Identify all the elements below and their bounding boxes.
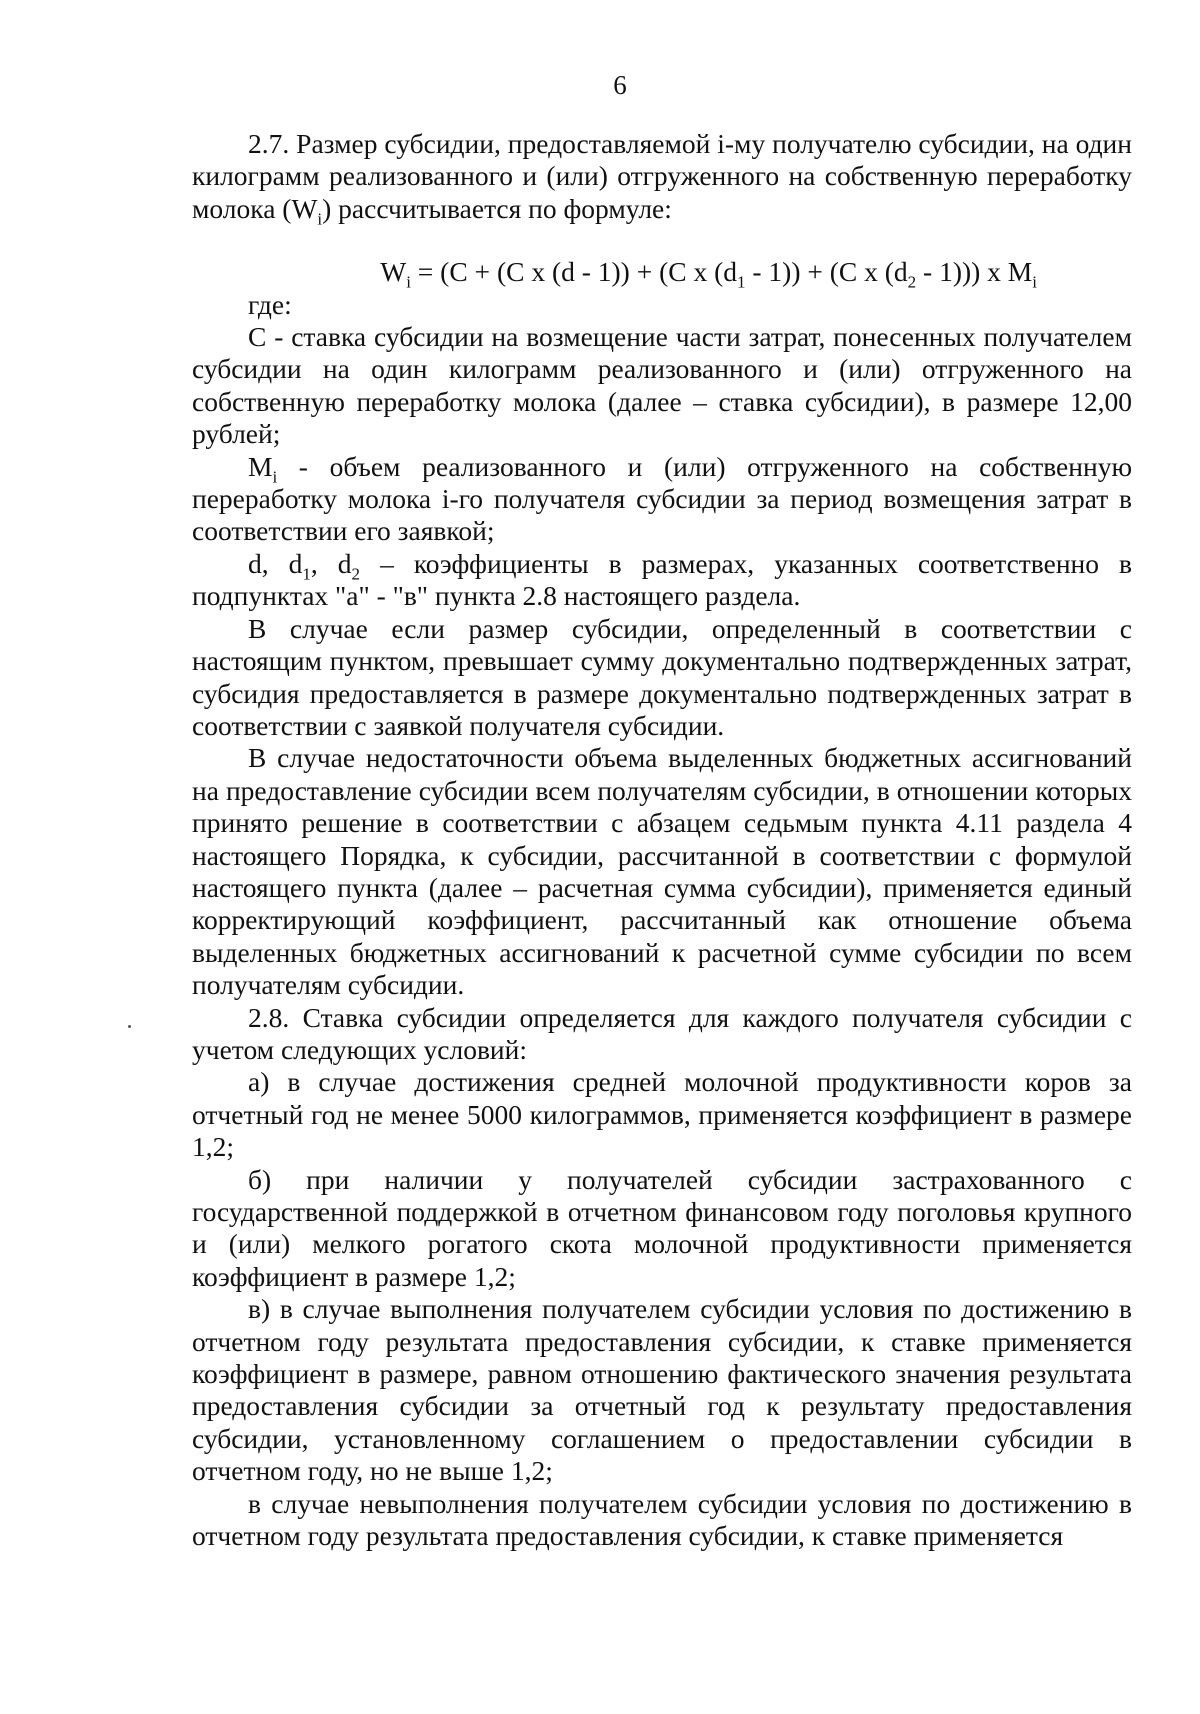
clause-2-8-item-v: в) в случае выполнения получателем субсидии условия по достижению в отчетном году результата предоставления субсидии, к ставке применяется коэффициент в размере, равном отношению фактического значения результата предоставления субсидии за отчетный год к результату предоставления субсидии, установленному соглашением о предоставлении субсидии в отчетном году, но не выше 1,2;	[192, 1293, 1132, 1487]
definition-d-text: – коэффициенты в размерах, указанных соответственно в подпунктах "а" - "в" пункта 2.8 настоящего раздела.	[192, 547, 1133, 612]
formula-subscript: i	[1032, 272, 1037, 292]
subscript: 1	[302, 564, 311, 584]
formula-subscript: 2	[907, 272, 917, 292]
subsidy-formula	[192, 256, 1132, 292]
clause-2-7-intro-text: 2.7. Размер субсидии, предоставляемой i-му получателю субсидии, на один килограмм реализованного и (или) отгруженного на собственную переработку молока (W	[192, 128, 1132, 224]
formula-part: = (C + (C x (d - 1)) + (C x (d	[410, 256, 737, 288]
formula-part: - 1))) x M	[916, 256, 1033, 288]
clause-2-8-item-b: б) при наличии у получателей субсидии застрахованного с государственной поддержкой в отчетном финансовом году поголовья крупного и (или) мелкого рогатого скота молочной продуктивности применяется коэффициент в размере 1,2;	[192, 1163, 1132, 1292]
clause-2-8-intro: 2.8. Ставка субсидии определяется для каждого получателя субсидии с учетом следующих условий:	[192, 1001, 1132, 1065]
clause-2-8-item-a: а) в случае достижения средней молочной продуктивности коров за отчетный год не менее 5000 килограммов, применяется коэффициент в размере 1,2;	[192, 1066, 1132, 1163]
scan-speck	[128, 1025, 131, 1028]
variable-d-sep: , d	[310, 547, 352, 579]
page-number: 6	[613, 70, 627, 100]
paragraph-excess-costs: В случае если размер субсидии, определенный в соответствии с настоящим пунктом, превышает сумму документально подтвержденных затрат, субсидия предоставляется в размере документально подтвержденных затрат в соответствии с заявкой получателя субсидии.	[192, 612, 1132, 741]
definition-c: С - ставка субсидии на возмещение части затрат, понесенных получателем субсидии на один килограмм реализованного и (или) отгруженного на собственную переработку молока (далее – ставка субсидии), в размере 12,00 рублей;	[192, 321, 1132, 450]
formula-subscript: i	[406, 272, 411, 292]
formula-part: W	[380, 256, 407, 288]
subscript: i	[317, 209, 323, 229]
variable-d: d, d	[248, 547, 303, 579]
clause-2-7-intro-tail: ) рассчитывается по формуле:	[322, 192, 672, 224]
clause-2-8-item-v-failure: в случае невыполнения получателем субсидии условия по достижению в отчетном году результата предоставления субсидии, к ставке применяется	[192, 1487, 1132, 1552]
paragraph-insufficient-funds: В случае недостаточности объема выделенных бюджетных ассигнований на предоставление субсидии всем получателям субсидии, в отношении которых принято решение в соответствии с абзацем седьмым пункта 4.11 раздела 4 настоящего Порядка, к субсидии, рассчитанной в соответствии с формулой настоящего пункта (далее – расчетная сумма субсидии), применяется единый корректирующий коэффициент, рассчитанный как отношение объема выделенных бюджетных ассигнований к расчетной сумме субсидии по всем получателям субсидии.	[192, 742, 1132, 1001]
subscript: i	[272, 467, 278, 487]
definition-d	[192, 548, 1132, 613]
definition-m	[192, 451, 1132, 548]
where-label: где:	[248, 288, 292, 320]
variable-m: M	[248, 450, 273, 482]
formula-part: - 1)) + (C x (d	[745, 256, 908, 288]
formula-subscript: 1	[737, 272, 746, 292]
clause-2-7-intro	[192, 128, 1132, 229]
subscript: 2	[351, 564, 361, 584]
definition-m-text: - объем реализованного и (или) отгруженного на собственную переработку молока i-го получателя субсидии за период возмещения затрат в соответствии его заявкой;	[192, 450, 1132, 547]
document-body	[192, 128, 1132, 1552]
